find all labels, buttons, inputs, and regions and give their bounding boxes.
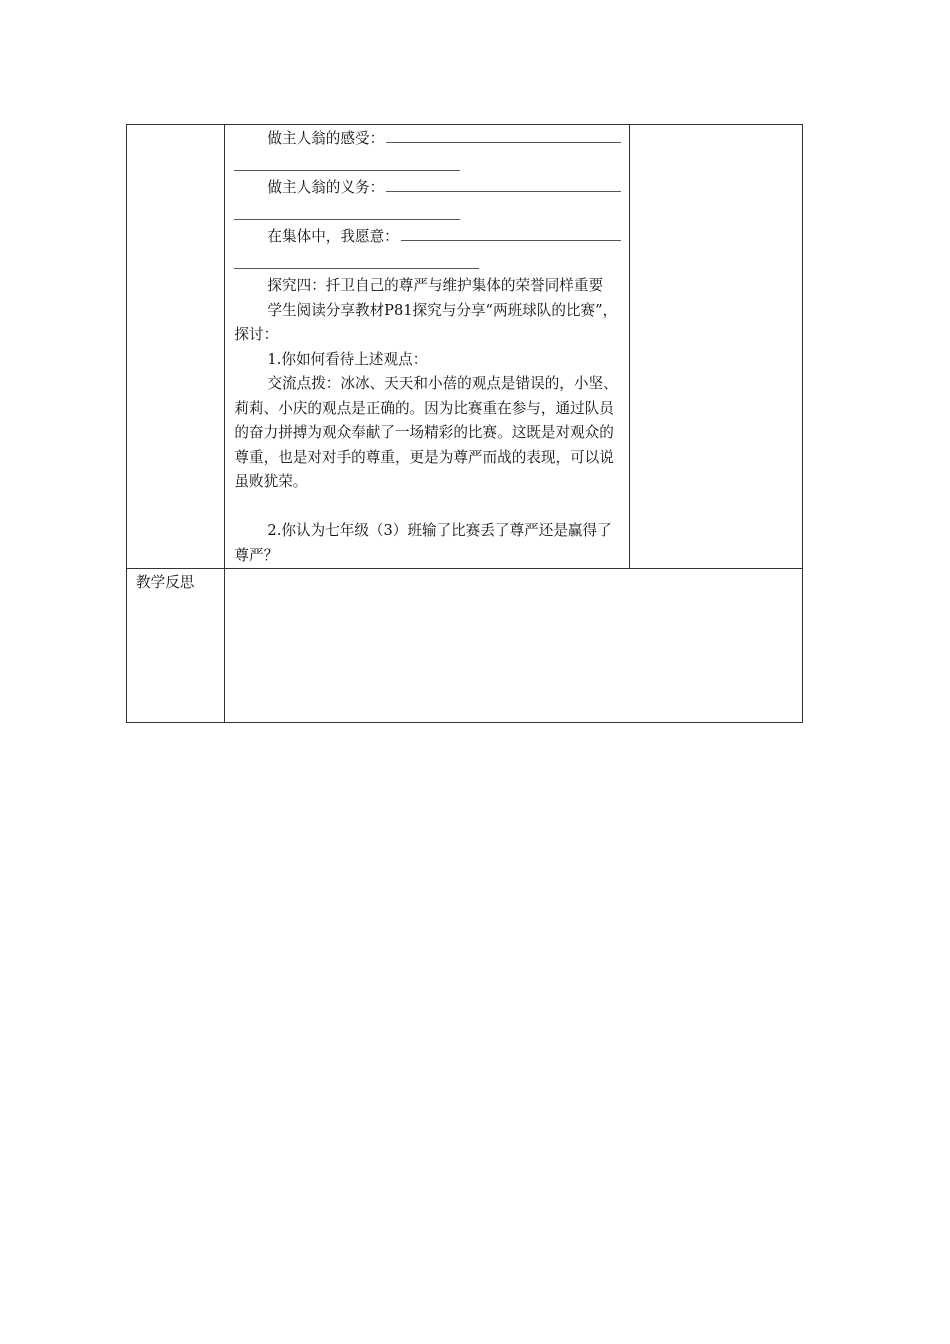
activity-row [127, 125, 803, 569]
answer-blank[interactable] [401, 226, 621, 241]
notes-cell [630, 125, 803, 569]
answer-blank-continuation[interactable] [234, 152, 621, 177]
answer-blank-continuation[interactable] [234, 201, 621, 226]
question-2: 2.你认为七年级（3）班输了比赛丢了尊严还是赢得了尊严？ [234, 522, 612, 564]
answer-blank[interactable] [386, 128, 621, 143]
answer-blank[interactable] [386, 177, 621, 192]
prompt-feeling-label: 做主人翁的感受： [267, 130, 385, 147]
activity-cell [225, 125, 630, 569]
prompt-willing [234, 225, 621, 250]
prompt-duty [234, 176, 621, 201]
reflection-content-cell[interactable] [225, 569, 803, 723]
lesson-table [126, 124, 803, 723]
prompt-willing-label: 在集体中，我愿意： [267, 228, 399, 245]
stage-cell [127, 125, 225, 569]
explore4-intro: 学生阅读分享教材P81探究与分享“两班球队的比赛”，探讨： [234, 301, 618, 343]
reflection-label: 教学反思 [136, 574, 195, 591]
explore4-title: 探究四：扦卫自己的尊严与维护集体的荣誉同样重要 [267, 277, 604, 294]
question-1: 1.你如何看待上述观点： [267, 350, 428, 368]
reflection-row [127, 569, 803, 723]
answer-1: 交流点拨：冰冰、天天和小蓓的观点是错误的，小坚、莉莉、小庆的观点是正确的。因为比赛重在参与，通过队员的奋力拼搏为观众奉献了一场精彩的比赛。这既是对观众的尊重，也是对对手的尊重，更是为尊严而战的表现，可以说虽败犹荣。 [234, 375, 618, 490]
answer-blank-continuation[interactable] [234, 250, 621, 275]
prompt-duty-label: 做主人翁的义务： [267, 179, 385, 196]
reflection-label-cell [127, 569, 225, 723]
prompt-feeling [234, 127, 621, 152]
